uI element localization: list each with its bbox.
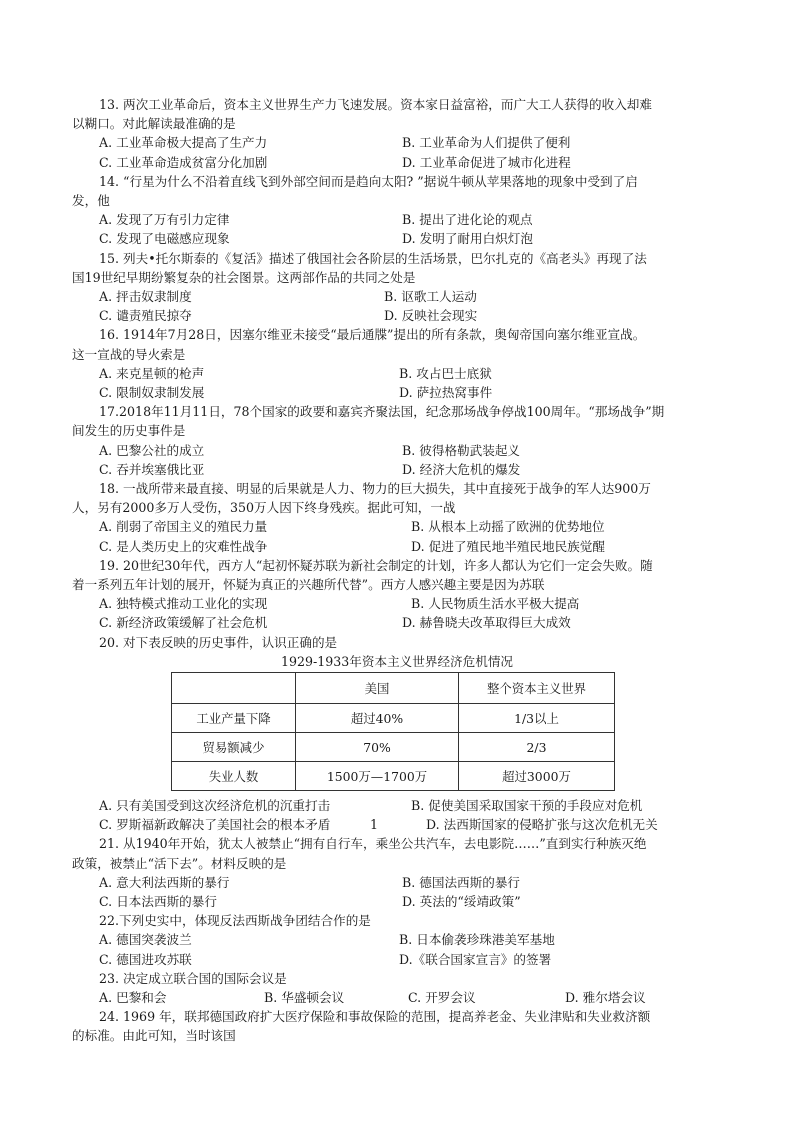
table-cell: 1/3以上 xyxy=(459,704,615,733)
q13-stem-line2: 以糊口。对此解读最准确的是 xyxy=(72,116,236,132)
q16-option-c: C. 限制奴隶制发展 xyxy=(99,385,205,400)
q13-option-b: B. 工业革命为人们提供了便利 xyxy=(402,135,571,151)
q19-option-c: C. 新经济政策缓解了社会危机 xyxy=(99,615,268,631)
q14-stem-line2: 发，他 xyxy=(72,193,110,208)
table-header-row xyxy=(172,673,615,704)
q19-option-d: D. 赫鲁晓夫改革取得巨大成效 xyxy=(402,615,571,631)
table-cell: 失业人数 xyxy=(172,762,296,791)
q18-option-a: A. 削弱了帝国主义的殖民力量 xyxy=(99,519,268,535)
q15-option-a: A. 抨击奴隶制度 xyxy=(99,289,192,304)
q19-option-b: B. 人民物质生活水平极大提高 xyxy=(411,596,580,612)
table-header-cell: 美国 xyxy=(296,673,459,704)
q21-option-d: D. 英法的“绥靖政策” xyxy=(402,894,521,909)
table-cell: 贸易额减少 xyxy=(172,733,296,762)
q13-option-d: D. 工业革命促进了城市化进程 xyxy=(402,154,571,170)
q13-option-c: C. 工业革命造成贫富分化加剧 xyxy=(99,154,268,170)
q16-stem-line2: 这一宣战的导火索是 xyxy=(72,346,186,362)
q15-stem-line1: 15. 列夫•托尔斯泰的《复活》描述了俄国社会各阶层的生活场景，巴尔扎克的《高老头》再现了法 xyxy=(99,250,647,266)
q14-stem-line1: 14. “行星为什么不沿着直线飞到外部空间而是趋向太阳? ”据说牛顿从苹果落地的现象中受到了启 xyxy=(99,173,638,189)
q14-option-a: A. 发现了万有引力定律 xyxy=(99,212,230,228)
table-cell: 超过40% xyxy=(296,704,459,733)
table-row xyxy=(172,733,615,762)
q20-table-title: 1929-1933年资本主义世界经济危机情况 xyxy=(280,653,514,669)
q17-option-d: D. 经济大危机的爆发 xyxy=(402,461,521,477)
q20-option-a: A. 只有美国受到这次经济危机的沉重打击 xyxy=(99,798,331,813)
q22-option-b: B. 日本偷袭珍珠港美军基地 xyxy=(399,932,555,948)
q15-option-d: D. 反映社会现实 xyxy=(384,308,478,324)
table-cell: 超过3000万 xyxy=(459,762,615,791)
q22-stem-line1: 22.下列史实中，体现反法西斯战争团结合作的是 xyxy=(99,913,371,929)
q21-stem-line1: 21. 从1940年开始，犹太人被禁止“拥有自行车，乘坐公共汽车，去电影院……”直到实行种族灭绝 xyxy=(99,836,647,852)
q17-option-c: C. 吞并埃塞俄比亚 xyxy=(99,461,205,477)
q23-option-c: C. 开罗会议 xyxy=(408,990,476,1005)
q17-option-a: A. 巴黎公社的成立 xyxy=(99,442,205,458)
table-header-cell xyxy=(172,673,296,704)
q23-option-b: B. 华盛顿会议 xyxy=(264,990,345,1005)
q13-stem-line1: 13. 两次工业革命后，资本主义世界生产力飞速发展。资本家日益富裕，而广大工人获得的收入却难 xyxy=(99,97,652,112)
q18-stem-line2: 人，另有2000多万人受伤，350万人因下终身残疾。据此可知，一战 xyxy=(72,500,456,516)
q16-stem-line1: 16. 1914年7月28日，因塞尔维亚未接受“最后通牒”提出的所有条款，奥匈帝国向塞尔维亚宣战。 xyxy=(99,327,646,343)
q13-option-a: A. 工业革命极大提高了生产力 xyxy=(99,135,268,151)
q19-stem-line1: 19. 20世纪30年代，西方人“起初怀疑苏联为新社会制定的计划，许多人都认为它们一定会失败。随 xyxy=(99,557,653,573)
table-header-cell: 整个资本主义世界 xyxy=(459,673,615,704)
q21-option-c: C. 日本法西斯的暴行 xyxy=(99,894,217,909)
q20-stem-line1: 20. 对下表反映的历史事件，认识正确的是 xyxy=(99,634,338,650)
q21-option-b: B. 德国法西斯的暴行 xyxy=(402,874,521,890)
q19-stem-line2: 着一系列五年计划的展开，怀疑为真正的兴趣所代替”。西方人感兴趣主要是因为苏联 xyxy=(72,577,545,592)
q15-option-b: B. 讴歌工人运动 xyxy=(384,289,477,304)
table-cell: 1500万—1700万 xyxy=(296,762,459,791)
q18-option-b: B. 从根本上动摇了欧洲的优势地位 xyxy=(411,519,605,535)
table-cell: 工业产量下降 xyxy=(172,704,296,733)
q22-option-d: D.《联合国家宣言》的签署 xyxy=(399,951,552,967)
q14-option-b: B. 提出了进化论的观点 xyxy=(402,212,533,228)
q22-option-c: C. 德国进攻苏联 xyxy=(99,951,192,967)
q15-stem-line2: 国19世纪早期纷繁复杂的社会图景。这两部作品的共同之处是 xyxy=(72,269,416,285)
table-row xyxy=(172,704,615,733)
page-mark: 1 xyxy=(370,817,379,833)
q21-option-a: A. 意大利法西斯的暴行 xyxy=(99,874,230,890)
q24-stem-line1: 24. 1969 年，联邦德国政府扩大医疗保险和事故保险的范围，提高养老金、失业津贴和失业救济额 xyxy=(99,1009,651,1025)
q24-stem-line2: 的标准。由此可知，当时该国 xyxy=(72,1028,236,1044)
table-cell: 2/3 xyxy=(459,733,615,762)
table-row xyxy=(172,762,615,791)
q20-option-d: D. 法西斯国家的侵略扩张与这次危机无关 xyxy=(426,817,658,833)
q20-option-c: C. 罗斯福新政解决了美国社会的根本矛盾 xyxy=(99,817,331,833)
q19-option-a: A. 独特模式推动工业化的实现 xyxy=(99,596,268,612)
table-cell: 70% xyxy=(296,733,459,762)
q16-option-d: D. 萨拉热窝事件 xyxy=(399,385,493,400)
q18-option-c: C. 是人类历史上的灾难性战争 xyxy=(99,538,268,554)
crisis-table xyxy=(171,672,615,791)
q17-stem-line1: 17.2018年11月11日，78个国家的政要和嘉宾齐聚法国，纪念那场战争停战100周年。“那场战争”期 xyxy=(99,404,665,420)
q18-option-d: D. 促进了殖民地半殖民地民族觉醒 xyxy=(411,538,605,554)
q21-stem-line2: 政策，被禁止“活下去”。材料反映的是 xyxy=(72,855,287,871)
q20-option-b: B. 促使美国采取国家干预的手段应对危机 xyxy=(411,798,643,813)
q23-option-d: D. 雅尔塔会议 xyxy=(565,990,646,1005)
q15-option-c: C. 谴责殖民掠夺 xyxy=(99,308,192,324)
q14-option-c: C. 发现了电磁感应现象 xyxy=(99,231,230,247)
q14-option-d: D. 发明了耐用白炽灯泡 xyxy=(402,231,533,247)
q17-option-b: B. 彼得格勒武装起义 xyxy=(402,442,521,458)
q23-option-a: A. 巴黎和会 xyxy=(99,990,167,1005)
q18-stem-line1: 18. 一战所带来最直接、明显的后果就是人力、物力的巨大损失，其中直接死于战争的军人达900万 xyxy=(99,481,651,496)
q16-option-a: A. 来克星顿的枪声 xyxy=(99,365,205,381)
q16-option-b: B. 攻占巴士底狱 xyxy=(399,365,492,381)
q17-stem-line2: 间发生的历史事件是 xyxy=(72,423,186,439)
q23-stem-line1: 23. 决定成立联合国的国际会议是 xyxy=(99,970,287,986)
q22-option-a: A. 德国突袭波兰 xyxy=(99,932,192,948)
